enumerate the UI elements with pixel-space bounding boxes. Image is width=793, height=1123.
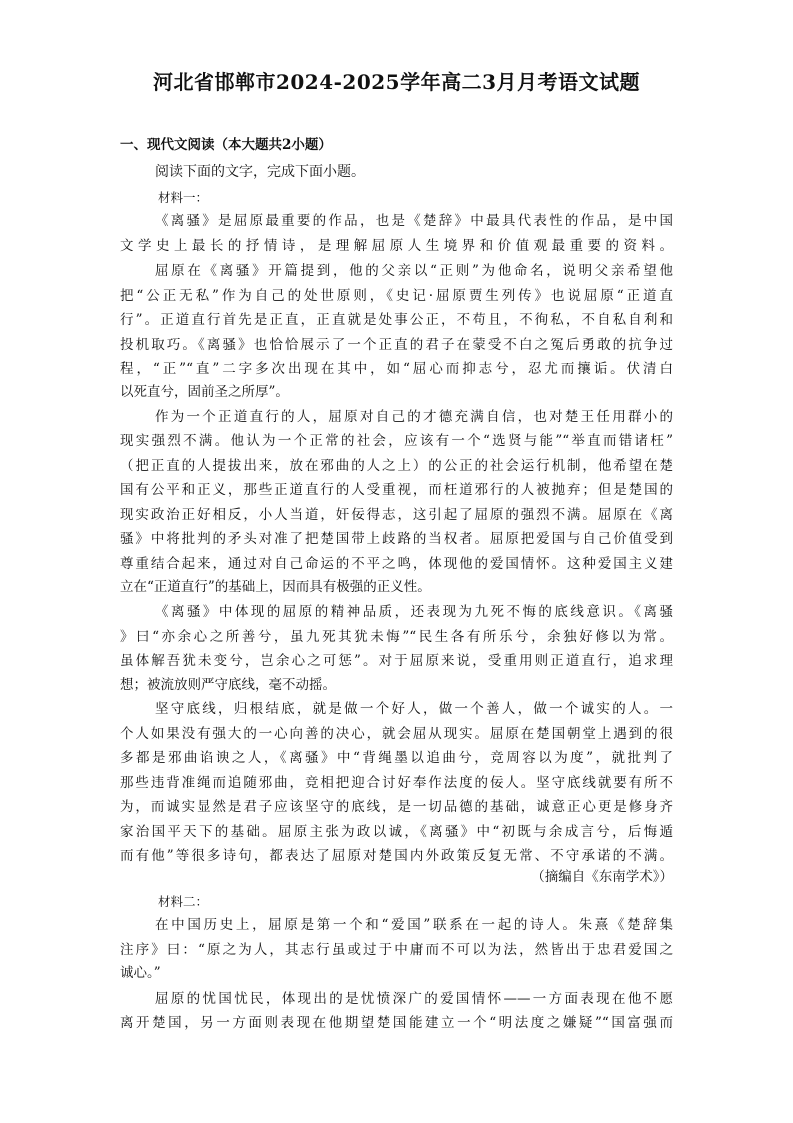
text-line: 想；被流放则严守底线，毫不动摇。: [120, 677, 336, 693]
text-line: 以死直兮，固前圣之所厚”。: [120, 384, 289, 400]
text-line: 现实强烈不满。他认为一个正常的社会，应该有一个“选贤与能”“举直而错诸枉”: [120, 433, 673, 449]
text-line: 家治国平天下的基础。屈原主张为政以诚，《离骚》中“初既与余成言兮，后悔遁: [120, 824, 673, 840]
page-title: 河北省邯郸市2024-2025学年高二3月月考语文试题: [152, 70, 641, 94]
text-line: 行”。正道直行首先是正直，正直就是处事公正，不苟且，不徇私，不自私自利和: [120, 312, 673, 328]
text-line: （把正直的人提拔出来，放在邪曲的人之上）的公正的社会运行机制，他希望在楚: [120, 458, 673, 474]
text-line: 尊重结合起来，通过对自己命运的不平之鸣，体现他的爱国情怀。这种爱国主义建: [120, 556, 673, 572]
text-line: 个人如果没有强大的一心向善的决心，就会屈从现实。屈原在楚国朝堂上遇到的很: [120, 726, 673, 742]
text-line: 虽体解吾犹未变兮，岂余心之可惩”。对于屈原来说，受重用则正道直行，追求理: [120, 653, 673, 669]
text-line: 屈原的忧国忧民，体现出的是忧愤深广的爱国情怀——一方面表现在他不愿: [155, 991, 673, 1007]
text-line: 作为一个正道直行的人，屈原对自己的才德充满自信，也对楚王任用群小的: [155, 409, 673, 425]
text-line: 把“公正无私”作为自己的处世原则，《史记·屈原贾生列传》也说屈原“正道直: [120, 288, 673, 304]
text-line: 那些违背准绳而追随邪曲，竞相把迎合讨好奉作法度的佞人。坚守底线就要有所不: [120, 775, 673, 791]
text-line: 立在“正道直行”的基础上，因而具有极强的正义性。: [120, 579, 431, 595]
text-line: 文学史上最长的抒情诗，是理解屈原人生境界和价值观最重要的资料。: [120, 238, 673, 254]
text-line: 现实政治正好相反，小人当道，奸佞得志，这引起了屈原的强烈不满。屈原在《离: [120, 507, 673, 523]
source-citation: （摘编自《东南学术》）: [531, 869, 673, 885]
text-line: 》曰“亦余心之所善兮，虽九死其犹未悔”“民生各有所乐兮，余独好修以为常。: [120, 629, 673, 645]
text-line: 多都是邪曲谄谀之人，《离骚》中“背绳墨以追曲兮，竞周容以为度”，就批判了: [120, 750, 673, 766]
text-line: 《离骚》中体现的屈原的精神品质，还表现为九死不悔的底线意识。《离骚: [155, 604, 673, 620]
material-label: 材料一：: [158, 190, 209, 205]
text-line: 屈原在《离骚》开篇提到，他的父亲以“正则”为他命名，说明父亲希望他: [155, 263, 673, 279]
text-line: 骚》中将批判的矛头对准了把楚国带上歧路的当权者。屈原把爱国与自己价值受到: [120, 531, 673, 547]
text-line: 坚守底线，归根结底，就是做一个好人，做一个善人，做一个诚实的人。一: [155, 701, 673, 717]
instruction-text: 阅读下面的文字，完成下面小题。: [155, 164, 365, 180]
text-line: 离开楚国，另一方面则表现在他期望楚国能建立一个“明法度之嫌疑”“国富强而: [120, 1015, 673, 1031]
text-line: 投机取巧。《离骚》也恰恰展示了一个正直的君子在蒙受不白之冤后勇敢的抗争过: [120, 337, 673, 353]
material-label: 材料二：: [158, 894, 209, 909]
text-line: 在中国历史上，屈原是第一个和“爱国”联系在一起的诗人。朱熹《楚辞集: [155, 917, 673, 933]
text-line: 为，而诚实显然是君子应该坚守的底线，是一切品德的基础，诚意正心更是修身齐: [120, 799, 673, 815]
section-heading: 一、现代文阅读（本大题共2小题）: [120, 137, 332, 153]
text-line: 《离骚》是屈原最重要的作品，也是《楚辞》中最具代表性的作品，是中国: [155, 213, 673, 229]
text-line: 国有公平和正义，那些正道直行的人受重视，而枉道邪行的人被抛弃；但是楚国的: [120, 482, 673, 498]
text-line: 而有他”等很多诗句，都表达了屈原对楚国内外政策反复无常、不守承诺的不满。: [120, 848, 673, 864]
text-line: 诚心。”: [120, 965, 161, 981]
text-line: 程，“正”“直”二字多次出现在其中，如“屈心而抑志兮，忍尤而攘诟。伏清白: [120, 361, 673, 377]
text-line: 注序》曰：“原之为人，其志行虽或过于中庸而不可以为法，然皆出于忠君爱国之: [120, 942, 673, 958]
